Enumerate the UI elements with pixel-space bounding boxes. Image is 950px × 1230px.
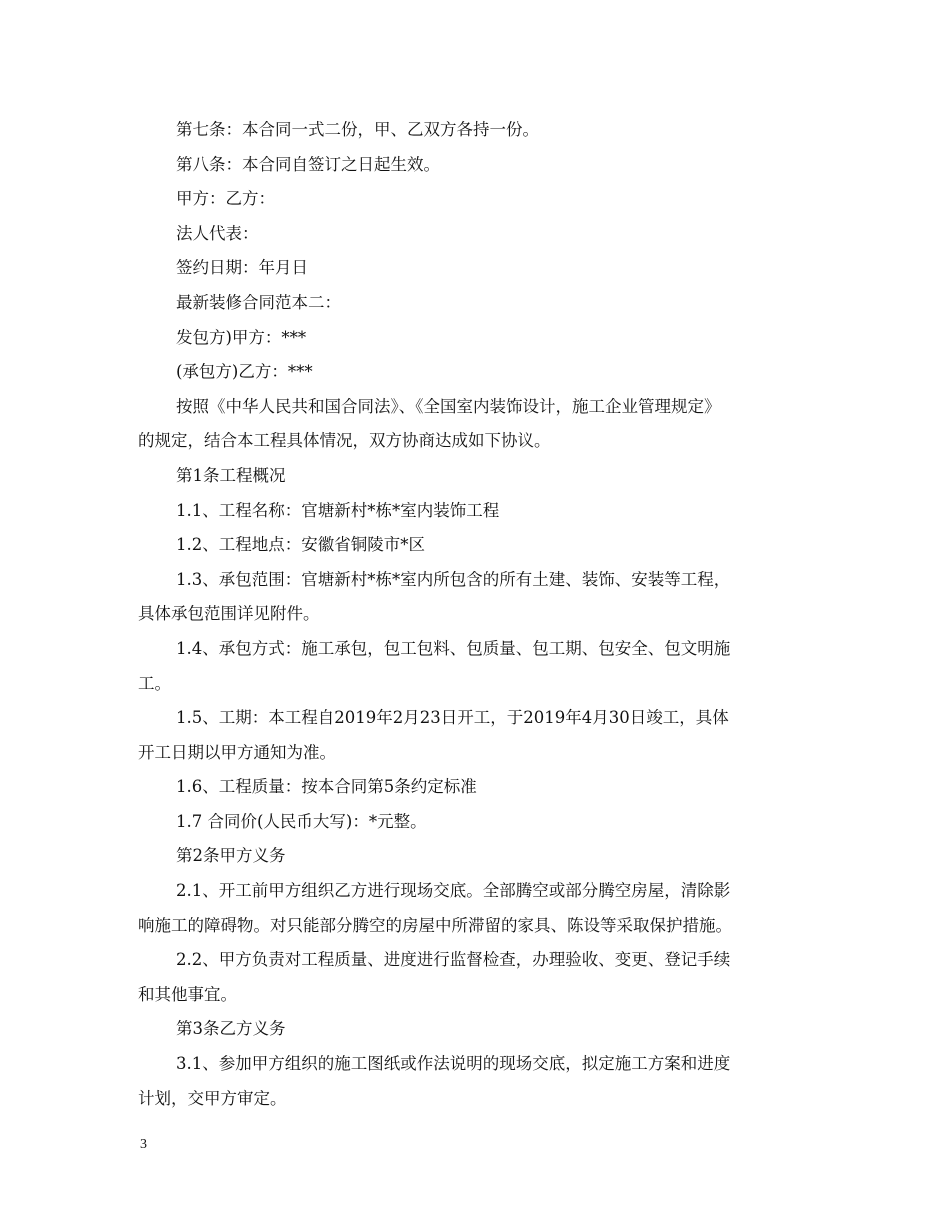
text-line: 第七条：本合同一式二份，甲、乙双方各持一份。 (176, 120, 539, 139)
text-line: 法人代表： (176, 223, 259, 243)
text-line: 甲方：乙方： (176, 189, 275, 209)
paragraph (138, 563, 818, 632)
text-line: 发包方)甲方：*** (176, 327, 307, 347)
text-line: 工。 (138, 673, 171, 693)
paragraph (138, 770, 818, 805)
paragraph (138, 1012, 818, 1047)
paragraph (138, 701, 818, 770)
text-line: 1.6、工程质量：按本合同第5条约定标准 (176, 777, 477, 797)
text-line: 第3条乙方义务 (176, 1019, 286, 1039)
text-line: 2.1、开工前甲方组织乙方进行现场交底。全部腾空或部分腾空房屋，清除影 (176, 881, 731, 901)
paragraph (138, 390, 818, 459)
paragraph (138, 874, 818, 943)
text-line: 最新装修合同范本二： (176, 292, 341, 312)
page-number: 3 (140, 1137, 147, 1152)
paragraph (138, 805, 818, 840)
paragraph (138, 182, 818, 217)
paragraph (138, 632, 818, 701)
text-line: 1.3、承包范围：官塘新村*栋*室内所包含的所有土建、装饰、安装等工程， (176, 569, 731, 589)
paragraph (138, 355, 818, 390)
paragraph (138, 839, 818, 874)
paragraph (138, 286, 818, 321)
text-line: 1.4、承包方式：施工承包，包工包料、包质量、包工期、包安全、包文明施 (176, 638, 731, 658)
text-line: 2.2、甲方负责对工程质量、进度进行监督检查，办理验收、变更、登记手续 (176, 950, 731, 970)
text-line: 3.1、参加甲方组织的施工图纸或作法说明的现场交底，拟定施工方案和进度 (176, 1054, 731, 1074)
paragraph (138, 251, 818, 286)
text-line: 1.1、工程名称：官塘新村*栋*室内装饰工程 (176, 500, 500, 520)
paragraph (138, 113, 818, 148)
paragraph (138, 459, 818, 494)
text-line: 按照《中华人民共和国合同法》、《全国室内装饰设计，施工企业管理规定》 (176, 396, 721, 416)
text-line: 响施工的障碍物。对只能部分腾空的房屋中所滞留的家具、陈设等采取保护措施。 (138, 915, 732, 935)
text-line: 开工日期以甲方通知为准。 (138, 742, 336, 762)
text-line: 第1条工程概况 (176, 465, 286, 485)
text-line: 1.5、工期：本工程自2019年2月23日开工，于2019年4月30日竣工，具体 (176, 708, 729, 728)
text-line: (承包方)乙方：*** (176, 362, 313, 382)
paragraph (138, 494, 818, 529)
paragraph (138, 1047, 818, 1116)
text-line: 计划，交甲方审定。 (138, 1088, 287, 1108)
text-line: 具体承包范围详见附件。 (138, 604, 320, 624)
text-line: 的规定，结合本工程具体情况，双方协商达成如下协议。 (138, 431, 551, 451)
paragraph (138, 217, 818, 252)
paragraph (138, 943, 818, 1012)
paragraph (138, 321, 818, 356)
text-line: 和其他事宜。 (138, 984, 237, 1004)
text-line: 1.2、工程地点：安徽省铜陵市*区 (176, 535, 425, 555)
paragraph (138, 148, 818, 183)
text-line: 第2条甲方义务 (176, 846, 286, 866)
text-line: 第八条：本合同自签订之日起生效。 (176, 154, 440, 174)
text-line: 1.7 合同价(人民币大写)：*元整。 (176, 811, 427, 831)
document-body (138, 113, 818, 1116)
text-line: 签约日期：年月日 (176, 258, 308, 278)
paragraph (138, 528, 818, 563)
